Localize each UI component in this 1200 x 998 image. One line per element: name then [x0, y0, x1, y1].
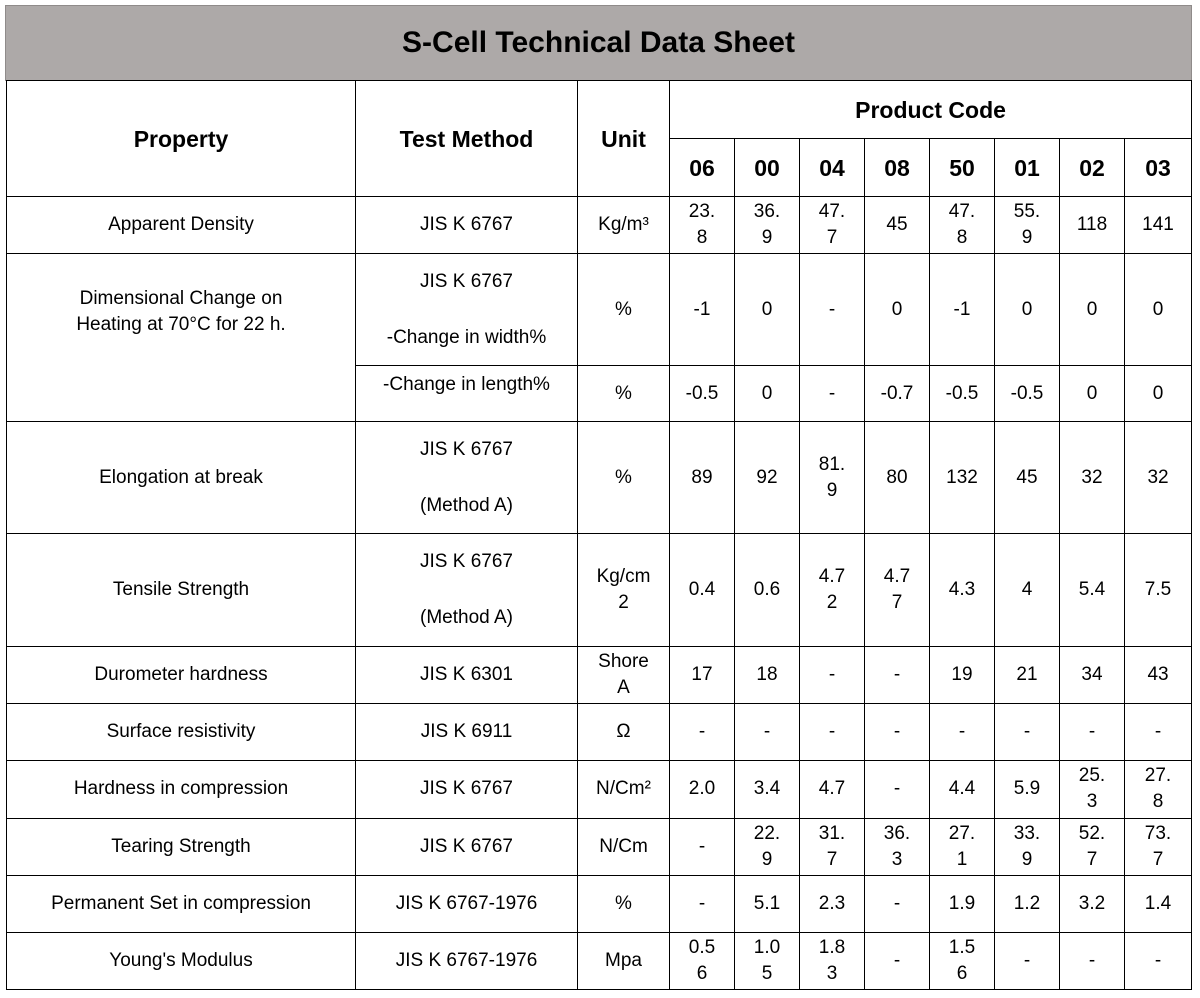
value-cell: - — [995, 932, 1060, 989]
value-cell: 0 — [1060, 366, 1125, 422]
method-cell: JIS K 6301 — [356, 646, 578, 703]
value-cell: 36. 9 — [735, 197, 800, 254]
method-name: JIS K 6767 — [420, 438, 513, 460]
code-header: 50 — [930, 139, 995, 197]
table-row — [7, 197, 1192, 254]
method-cell: JIS K 6767 — [356, 760, 578, 818]
value-cell: 43 — [1125, 646, 1192, 703]
unit-cell: N/Cm² — [578, 760, 670, 818]
value-cell: - — [1125, 703, 1192, 760]
header-product-code: Product Code — [670, 81, 1192, 139]
value-cell: - — [865, 760, 930, 818]
header-test-method: Test Method — [356, 81, 578, 197]
code-header: 08 — [865, 139, 930, 197]
value-cell: 4.4 — [930, 760, 995, 818]
value-cell: 73. 7 — [1125, 818, 1192, 875]
property-cell: Permanent Set in compression — [7, 875, 356, 932]
value-cell: 0 — [995, 254, 1060, 366]
value-cell: 1.4 — [1125, 875, 1192, 932]
method-cell: JIS K 6767-1976 — [356, 932, 578, 989]
value-cell: - — [865, 875, 930, 932]
value-cell: - — [800, 703, 865, 760]
value-cell: 47. 7 — [800, 197, 865, 254]
value-cell: 45 — [995, 422, 1060, 534]
value-cell: -1 — [930, 254, 995, 366]
method-cell: -Change in length% — [356, 366, 578, 422]
header-property: Property — [7, 81, 356, 197]
value-cell: - — [800, 254, 865, 366]
value-cell: 132 — [930, 422, 995, 534]
table-row — [7, 703, 1192, 760]
value-cell: 118 — [1060, 197, 1125, 254]
value-cell: 5.4 — [1060, 534, 1125, 646]
value-cell: - — [670, 818, 735, 875]
property-cell: Durometer hardness — [7, 646, 356, 703]
method-cell — [356, 254, 578, 366]
method-sub: (Method A) — [420, 494, 513, 516]
value-cell: - — [670, 875, 735, 932]
unit-cell: N/Cm — [578, 818, 670, 875]
code-header: 06 — [670, 139, 735, 197]
value-cell: 45 — [865, 197, 930, 254]
value-cell: 0 — [865, 254, 930, 366]
method-cell: JIS K 6767 — [356, 197, 578, 254]
table-row — [7, 254, 1192, 366]
unit-cell: Shore A — [578, 646, 670, 703]
value-cell: 36. 3 — [865, 818, 930, 875]
property-cell: Hardness in compression — [7, 760, 356, 818]
value-cell: - — [995, 703, 1060, 760]
value-cell: 141 — [1125, 197, 1192, 254]
method-name: JIS K 6767 — [420, 551, 513, 572]
value-cell: - — [670, 703, 735, 760]
table-row — [7, 534, 1192, 646]
value-cell: 0 — [1125, 366, 1192, 422]
method-cell: JIS K 6911 — [356, 703, 578, 760]
unit-cell: % — [578, 254, 670, 366]
unit-cell: Ω — [578, 703, 670, 760]
value-cell: 23. 8 — [670, 197, 735, 254]
value-cell: 4 — [995, 534, 1060, 646]
value-cell: -0.7 — [865, 366, 930, 422]
value-cell: 27. 8 — [1125, 760, 1192, 818]
value-cell: 31. 7 — [800, 818, 865, 875]
value-cell: 1.9 — [930, 875, 995, 932]
value-cell: 0 — [1125, 254, 1192, 366]
value-cell: 34 — [1060, 646, 1125, 703]
value-cell: 0.6 — [735, 534, 800, 646]
table-row — [7, 932, 1192, 989]
code-header: 03 — [1125, 139, 1192, 197]
property-cell: Young's Modulus — [7, 932, 356, 989]
header-unit: Unit — [578, 81, 670, 197]
value-cell: - — [865, 703, 930, 760]
value-cell: 32 — [1125, 422, 1192, 534]
value-cell: - — [865, 932, 930, 989]
value-cell: 47. 8 — [930, 197, 995, 254]
value-cell: 81. 9 — [800, 422, 865, 534]
value-cell: 2.0 — [670, 760, 735, 818]
value-cell: 92 — [735, 422, 800, 534]
value-cell: - — [800, 366, 865, 422]
value-cell: -0.5 — [995, 366, 1060, 422]
value-cell: 33. 9 — [995, 818, 1060, 875]
value-cell: -0.5 — [930, 366, 995, 422]
value-cell: 0.5 6 — [670, 932, 735, 989]
value-cell: 89 — [670, 422, 735, 534]
value-cell: 1.2 — [995, 875, 1060, 932]
value-cell: 0 — [1060, 254, 1125, 366]
value-cell: - — [735, 703, 800, 760]
property-cell: Tearing Strength — [7, 818, 356, 875]
value-cell: 1.0 5 — [735, 932, 800, 989]
value-cell: 1.5 6 — [930, 932, 995, 989]
value-cell: 22. 9 — [735, 818, 800, 875]
value-cell: - — [800, 646, 865, 703]
table-row — [7, 875, 1192, 932]
property-cell: Tensile Strength — [7, 534, 356, 646]
value-cell: 4.7 2 — [800, 534, 865, 646]
table-row — [7, 422, 1192, 534]
value-cell: 4.3 — [930, 534, 995, 646]
value-cell: 19 — [930, 646, 995, 703]
code-header: 02 — [1060, 139, 1125, 197]
code-header: 04 — [800, 139, 865, 197]
title-bar — [5, 5, 1192, 81]
value-cell: 0.4 — [670, 534, 735, 646]
value-cell: - — [1125, 932, 1192, 989]
value-cell: 4.7 7 — [865, 534, 930, 646]
value-cell: 25. 3 — [1060, 760, 1125, 818]
method-cell — [356, 422, 578, 534]
method-sub: -Change in width% — [386, 326, 547, 348]
value-cell: 80 — [865, 422, 930, 534]
value-cell: - — [1060, 932, 1125, 989]
code-header: 01 — [995, 139, 1060, 197]
unit-cell: Mpa — [578, 932, 670, 989]
value-cell: -0.5 — [670, 366, 735, 422]
value-cell: - — [865, 646, 930, 703]
value-cell: 1.8 3 — [800, 932, 865, 989]
value-cell: - — [1060, 703, 1125, 760]
table-row — [7, 646, 1192, 703]
value-cell: 7.5 — [1125, 534, 1192, 646]
value-cell: 4.7 — [800, 760, 865, 818]
value-cell: 0 — [735, 254, 800, 366]
value-cell: 18 — [735, 646, 800, 703]
unit-cell: Kg/cm 2 — [578, 534, 670, 646]
value-cell: 2.3 — [800, 875, 865, 932]
data-table — [6, 80, 1192, 990]
value-cell: -1 — [670, 254, 735, 366]
table-row — [7, 760, 1192, 818]
value-cell: 32 — [1060, 422, 1125, 534]
value-cell: 3.4 — [735, 760, 800, 818]
page-title: S-Cell Technical Data Sheet — [402, 26, 795, 59]
value-cell: 5.1 — [735, 875, 800, 932]
table-row — [7, 818, 1192, 875]
property-cell: Apparent Density — [7, 197, 356, 254]
property-cell: Elongation at break — [7, 422, 356, 534]
unit-cell: % — [578, 875, 670, 932]
value-cell: 3.2 — [1060, 875, 1125, 932]
value-cell: 52. 7 — [1060, 818, 1125, 875]
code-header: 00 — [735, 139, 800, 197]
value-cell: 21 — [995, 646, 1060, 703]
value-cell: 5.9 — [995, 760, 1060, 818]
unit-cell: % — [578, 366, 670, 422]
property-cell: Surface resistivity — [7, 703, 356, 760]
value-cell: - — [930, 703, 995, 760]
unit-cell: Kg/m³ — [578, 197, 670, 254]
value-cell: 0 — [735, 366, 800, 422]
method-cell: JIS K 6767 — [356, 818, 578, 875]
value-cell: 27. 1 — [930, 818, 995, 875]
method-name: JIS K 6767 — [420, 270, 513, 292]
property-cell: Dimensional Change on Heating at 70°C for 22 h. — [7, 254, 356, 422]
value-cell: 17 — [670, 646, 735, 703]
method-cell: JIS K 6767-1976 — [356, 875, 578, 932]
unit-cell: % — [578, 422, 670, 534]
method-sub: (Method A) — [420, 607, 513, 628]
method-cell — [356, 534, 578, 646]
value-cell: 55. 9 — [995, 197, 1060, 254]
header-row-top — [7, 81, 1192, 139]
